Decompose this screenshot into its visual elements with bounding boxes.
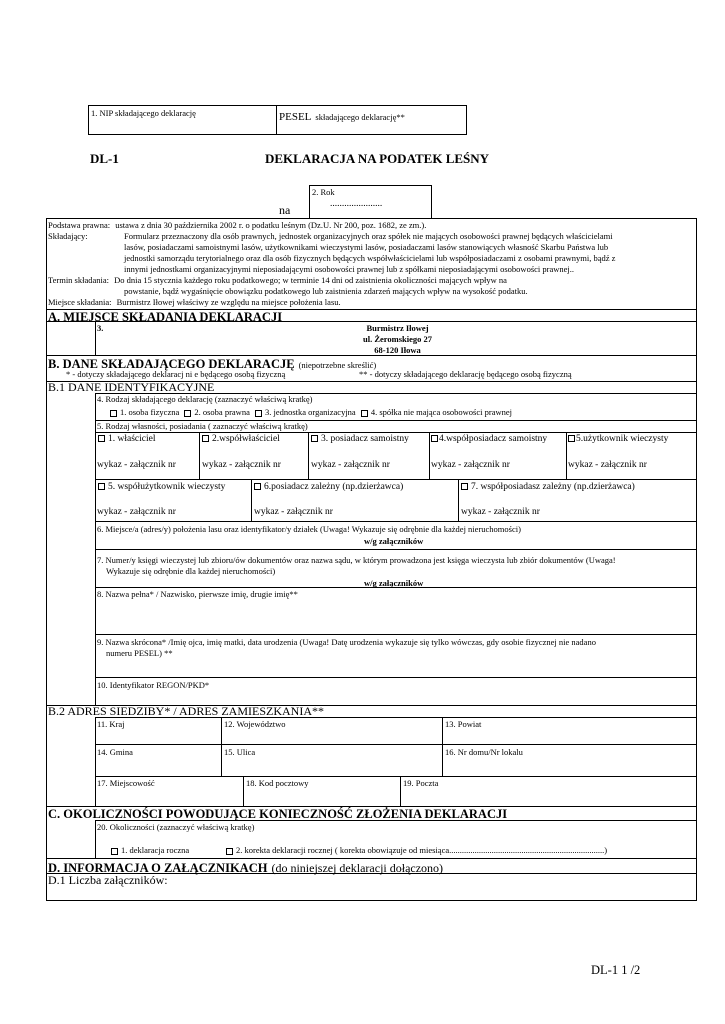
f5-wykaz-1[interactable]: wykaz - załącznik nr — [97, 460, 176, 470]
form-code: DL-1 — [90, 151, 119, 166]
field-13[interactable]: 13. Powiat — [445, 719, 482, 729]
field-19[interactable]: 19. Poczta — [403, 778, 439, 788]
checkbox-icon[interactable] — [461, 483, 468, 490]
f5-wykaz-4[interactable]: wykaz - załącznik nr — [431, 460, 510, 470]
section-d-title-note: (do niniejszej deklaracji dołączono) — [271, 861, 444, 875]
f5-opt-5[interactable] — [568, 434, 668, 445]
divider-a2 — [46, 321, 697, 322]
pesel-label-suffix: składającego deklarację** — [315, 112, 405, 122]
checkbox-icon[interactable] — [361, 410, 368, 417]
f5-wykaz-7[interactable]: wykaz - załącznik nr — [254, 507, 333, 517]
filers-text-2: lasów, posiadaczami samoistnymi lasów, użytkownikami wieczystymi lasów, posiadaczami lasów stanowiących własność Skarbu Państwa lub — [124, 242, 609, 252]
field-17[interactable]: 17. Miejscowość — [97, 778, 155, 788]
address-line-1: Burmistrz Iłowej — [366, 323, 429, 333]
f5-opt-6-label: 5. współużytkownik wieczysty — [108, 482, 226, 492]
d1-label[interactable]: D.1 Liczba załączników: — [48, 873, 168, 887]
f5-col-4 — [566, 432, 567, 479]
f4-opt-2[interactable] — [184, 407, 249, 417]
section-b-title-main: B. DANE SKŁADAJĄCEGO DEKLARACJĘ — [48, 357, 295, 371]
page-title: DEKLARACJA NA PODATEK LEŚNY — [265, 151, 490, 166]
checkbox-icon[interactable] — [98, 435, 105, 442]
divider-b2b — [95, 717, 697, 718]
section-c-title: C. OKOLICZNOŚCI POWODUJĄCE KONIECZNOŚĆ ZŁOŻENIA DEKLARACJI — [48, 807, 508, 821]
f4-opt-4-label: 4. spółka nie mająca osobowości prawnej — [370, 407, 512, 417]
checkbox-icon[interactable] — [111, 848, 118, 855]
f5-opt-1-label: 1. właściciel — [108, 434, 156, 444]
field-7-wg: w/g załączników — [364, 578, 424, 588]
field-14[interactable]: 14. Gmina — [97, 747, 133, 757]
filers-text-3: jednostki samorządu terytorialnego oraz dla osób fizycznych będących współwłaścicielami lub współposiadaczami z osobami prawnymi, bądź z — [124, 253, 616, 263]
b2-col-c — [243, 776, 244, 806]
b2-col-d — [400, 776, 401, 806]
f4-opt-2-label: 2. osoba prawna — [194, 407, 250, 417]
checkbox-icon[interactable] — [98, 483, 105, 490]
c-opt-1-label: 1. deklaracja roczna — [121, 845, 190, 855]
page-number: DL-1 1 /2 — [591, 963, 641, 977]
checkbox-icon[interactable] — [568, 435, 575, 442]
field-11[interactable]: 11. Kraj — [97, 719, 125, 729]
field-10-label[interactable]: 10. Identyfikator REGON/PKD* — [97, 680, 210, 690]
year-na: na — [279, 203, 291, 217]
f5-opt-8-label: 7. współposiadasz zależny (np.dzierżawca) — [471, 482, 635, 492]
b2-col-b — [442, 717, 443, 776]
deadline-text-1: Do dnia 15 stycznia każdego roku podatkowego; w terminie 14 dni od zaistnienia okoliczności mających wpływ na — [114, 275, 507, 285]
divider-f5-row1 — [95, 432, 697, 433]
f4-opt-1[interactable] — [110, 407, 179, 417]
f5-opt-3-label: 3. posiadacz samoistny — [321, 434, 409, 444]
f5-opt-1[interactable] — [98, 434, 155, 445]
divider-b2-row3 — [95, 776, 697, 777]
f5-opt-2-label: 2.współwłaściciel — [212, 434, 280, 444]
field-15[interactable]: 15. Ulica — [224, 747, 256, 757]
deadline-text-2: powstanie, bądź wygaśnięcie obowiązku podatkowego lub zaistnienia zdarzeń mających wpływ na wysokość podatku. — [124, 286, 528, 296]
f5-opt-4[interactable] — [431, 434, 547, 445]
b2-col-a — [221, 717, 222, 776]
pesel-label — [279, 107, 405, 125]
place-text: Burmistrz Iłowej właściwy ze względu na miejsce położenia lasu. — [116, 297, 341, 307]
divider-f9 — [95, 634, 697, 635]
f5-wykaz-3[interactable]: wykaz - załącznik nr — [311, 460, 390, 470]
filers-label: Składający: — [48, 231, 88, 241]
place — [48, 297, 341, 307]
f5-wykaz-6[interactable]: wykaz - załącznik nr — [97, 507, 176, 517]
field-3-num: 3. — [97, 323, 104, 333]
field-5-label: 5. Rodzaj własności, posiadania ( zaznaczyć właściwą kratkę) — [97, 421, 308, 431]
filers-text-1: Formularz przeznaczony dla osób prawnych, jednostek organizacyjnych oraz spółek nie mających osobowości prawnej będących właścicielami — [124, 231, 613, 241]
checkbox-icon[interactable] — [255, 410, 262, 417]
c-opt-2-label: 2. korekta deklaracji rocznej ( korekta obowiązuje od miesiąca.........................................................................) — [236, 845, 608, 855]
year-label: 2. Rok — [312, 187, 335, 197]
checkbox-icon[interactable] — [110, 410, 117, 417]
field-9-label-1[interactable]: 9. Nazwa skrócona* /Imię ojca, imię matki, data urodzenia (Uwaga! Datę urodzenia wykazuje się tylko wówczas, gdy osobie fizycznej nie nadano — [97, 637, 596, 647]
section-a-indent — [95, 321, 96, 355]
f4-opt-4[interactable] — [361, 407, 512, 417]
b1-title: B.1 DANE IDENTYFIKACYJNE — [48, 380, 215, 394]
divider-f5-row2 — [95, 479, 697, 480]
f5-opt-8[interactable] — [461, 482, 635, 493]
divider-f10 — [95, 677, 697, 678]
f5-opt-2[interactable] — [202, 434, 280, 445]
f5-opt-5-label: 5.użytkownik wieczysty — [576, 434, 669, 444]
filers-text-4: innymi jednostkami organizacyjnymi nieposiadającymi osobowości prawnej lub z spółkami nieposiadającymi osobowości prawnej.. — [124, 264, 575, 274]
field-12[interactable]: 12. Województwo — [224, 719, 286, 729]
divider-f8 — [95, 587, 697, 588]
field-18[interactable]: 18. Kod pocztowy — [246, 778, 309, 788]
b2-indent — [95, 717, 96, 806]
f5-opt-4-label: 4.współposiadacz samoistny — [439, 434, 548, 444]
nip-label: 1. NIP składającego deklarację — [91, 108, 196, 118]
f5-opt-7[interactable] — [254, 482, 403, 493]
f5-opt-7-label: 6.posiadacz zależny (np.dzierżawca) — [264, 482, 404, 492]
f4-opt-1-label: 1. osoba fizyczna — [120, 407, 180, 417]
divider-b2-row2 — [95, 744, 697, 745]
pesel-label-main: PESEL — [279, 111, 312, 123]
nip-pesel-divider — [276, 105, 277, 135]
checkbox-icon[interactable] — [311, 435, 318, 442]
legal-basis-text: ustawa z dnia 30 października 2002 r. o podatku leśnym (Dz.U. Nr 200, poz. 1682, ze zm.). — [115, 220, 427, 230]
f5-col-3 — [429, 432, 430, 479]
legal-basis-label: Podstawa prawna: — [48, 220, 111, 230]
section-d-title-main: D. INFORMACJA O ZAŁĄCZNIKACH — [48, 861, 268, 875]
legal-basis — [48, 220, 426, 230]
place-label: Miejsce składania: — [48, 297, 112, 307]
year-dots: ...................... — [330, 199, 383, 209]
field-8-label[interactable]: 8. Nazwa pełna* / Nazwisko, pierwsze imię, drugie imię** — [97, 589, 298, 599]
f4-opt-3[interactable] — [255, 407, 356, 417]
field-6-label: 6. Miejsce/a (adres/y) położenia lasu oraz identyfikator/y działek (Uwaga! Wykazuje się odrębnie dla każdej nieruchomości) — [97, 524, 521, 534]
f5-wykaz-8[interactable]: wykaz - załącznik nr — [461, 507, 540, 517]
field-16[interactable]: 16. Nr domu/Nr lokalu — [445, 747, 523, 757]
divider-f7 — [95, 549, 697, 550]
divider-f6 — [95, 521, 697, 522]
field-4-options — [110, 407, 512, 417]
checkbox-icon[interactable] — [431, 435, 438, 442]
checkbox-icon[interactable] — [226, 848, 233, 855]
field-9-label-2: numeru PESEL) ** — [106, 648, 173, 658]
f5-opt-6[interactable] — [98, 482, 225, 493]
section-a-title: A. MIEJSCE SKŁADANIA DEKLARACJI — [48, 310, 283, 324]
b2-title: B.2 ADRES SIEDZIBY* / ADRES ZAMIESZKANIA** — [48, 704, 325, 718]
f5-row2-col-1 — [251, 479, 252, 521]
checkbox-icon[interactable] — [202, 435, 209, 442]
f4-opt-3-label: 3. jednostka organizacyjna — [264, 407, 356, 417]
address-line-3: 68-120 Iłowa — [374, 345, 421, 355]
f5-wykaz-5[interactable]: wykaz - załącznik nr — [568, 460, 647, 470]
section-b-title-note: (niepotrzebne skreślić) — [298, 360, 377, 370]
address-line-2: ul. Żeromskiego 27 — [362, 334, 433, 344]
f5-col-1 — [199, 432, 200, 479]
field-6-wg: w/g załączników — [364, 536, 424, 546]
c-opt-2[interactable] — [226, 845, 607, 855]
field-7-label-2: Wykazuje się odrębnie dla każdej nieruchomości) — [106, 566, 276, 576]
deadline — [48, 275, 507, 285]
f5-row2-col-2 — [458, 479, 459, 521]
f5-opt-3[interactable] — [311, 434, 409, 445]
f5-col-2 — [308, 432, 309, 479]
note-1: * - dotyczy składającego deklaracj ni e będącego osobą fizyczną — [66, 369, 286, 379]
checkbox-icon[interactable] — [254, 483, 261, 490]
c-indent — [95, 820, 96, 858]
c-opt-1[interactable] — [111, 845, 189, 855]
note-2: ** - dotyczy składającego deklarację będącego osobą fizyczną — [359, 369, 572, 379]
deadline-label: Termin składania: — [48, 275, 110, 285]
f5-wykaz-2[interactable]: wykaz - załącznik nr — [202, 460, 281, 470]
field-7-label-1: 7. Numer/y księgi wieczystej lub zbioru/ów dokumentów oraz nazwa sądu, w którym prowadzona jest księga wieczysta lub zbiór dokumentów (Uwaga! — [97, 555, 616, 565]
field-20-label: 20. Okoliczności (zaznaczyć właściwą kratkę) — [97, 822, 255, 832]
field-4-label: 4. Rodzaj składającego deklarację (zaznaczyć właściwą kratkę) — [97, 394, 313, 404]
divider-c2 — [95, 820, 697, 821]
checkbox-icon[interactable] — [184, 410, 191, 417]
